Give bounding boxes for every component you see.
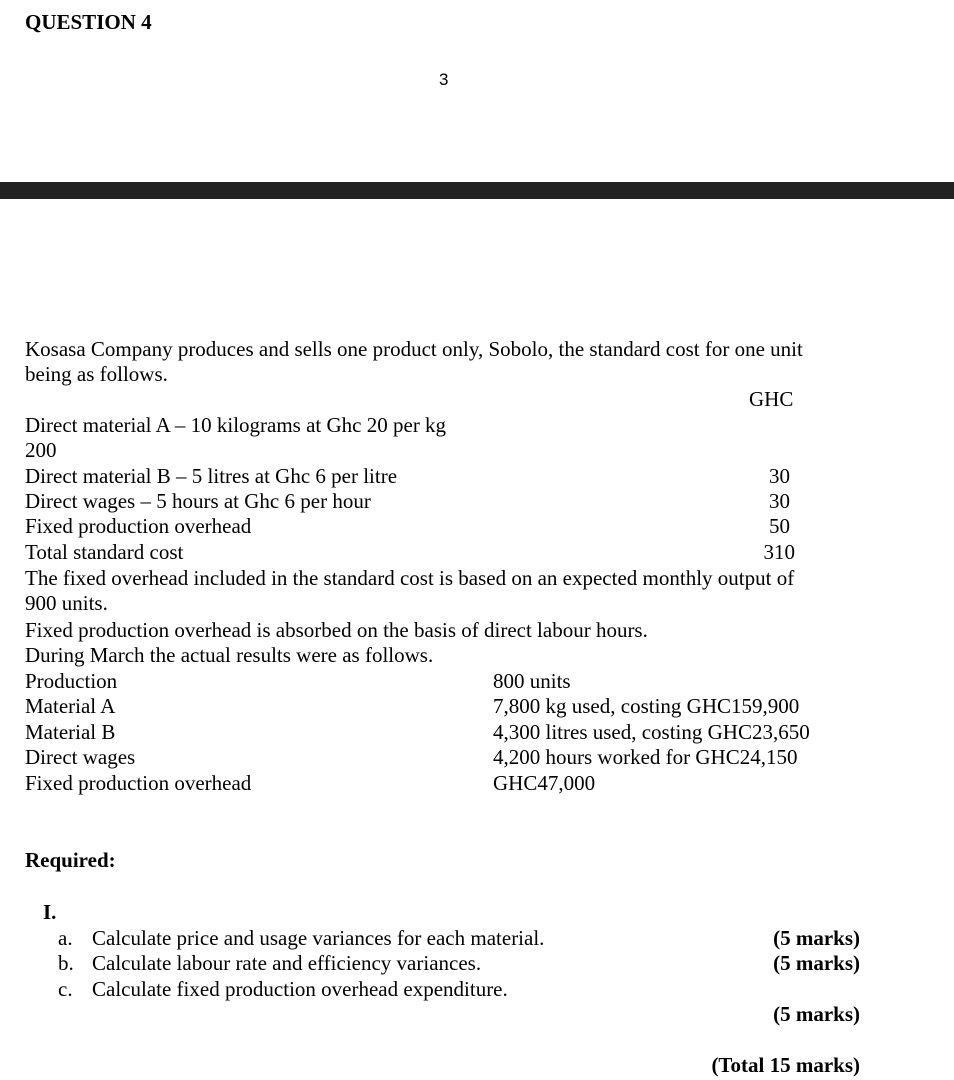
- currency-header: GHC: [749, 387, 794, 411]
- cost-label: Direct material B – 5 litres at Ghc 6 per litre: [25, 464, 398, 488]
- required-heading: Required:: [25, 848, 116, 872]
- task-letter: c.: [58, 977, 73, 1001]
- task-letter: b.: [58, 951, 74, 975]
- intro-line-2: being as follows.: [25, 362, 168, 386]
- intro-line-1: Kosasa Company produces and sells one product only, Sobolo, the standard cost for one unit: [25, 337, 803, 361]
- cost-amount: 310: [763, 540, 795, 564]
- actual-results-intro: During March the actual results were as follows.: [25, 643, 434, 667]
- cost-label: Direct wages – 5 hours at Ghc 6 per hour: [25, 489, 371, 513]
- page-separator-bar: [0, 182, 954, 199]
- task-text: Calculate price and usage variances for each material.: [92, 926, 545, 950]
- actual-label: Direct wages: [25, 745, 136, 769]
- task-text: Calculate labour rate and efficiency variances.: [92, 951, 482, 975]
- actual-label: Material A: [25, 694, 116, 718]
- overhead-note-line-2: 900 units.: [25, 591, 108, 615]
- actual-value: 4,300 litres used, costing GHC23,650: [493, 720, 810, 744]
- cost-amount: 30: [769, 464, 790, 488]
- task-marks: (5 marks): [773, 951, 860, 975]
- cost-amount: 200: [25, 438, 57, 462]
- page-number: 3: [439, 70, 449, 89]
- task-text: Calculate fixed production overhead expenditure.: [92, 977, 508, 1001]
- section-numeral: I.: [43, 900, 57, 924]
- cost-amount: 50: [769, 514, 790, 538]
- actual-value: 4,200 hours worked for GHC24,150: [493, 745, 798, 769]
- actual-value: 7,800 kg used, costing GHC159,900: [493, 694, 800, 718]
- total-marks: (Total 15 marks): [711, 1053, 860, 1077]
- overhead-note-line-1: The fixed overhead included in the standard cost is based on an expected monthly output of: [25, 566, 795, 590]
- cost-label: Total standard cost: [25, 540, 184, 564]
- actual-label: Fixed production overhead: [25, 771, 252, 795]
- cost-label: Direct material A – 10 kilograms at Ghc 20 per kg: [25, 413, 447, 437]
- cost-label: Fixed production overhead: [25, 514, 252, 538]
- cost-amount: 30: [769, 489, 790, 513]
- absorption-note: Fixed production overhead is absorbed on the basis of direct labour hours.: [25, 618, 648, 642]
- task-marks: (5 marks): [773, 1002, 860, 1026]
- actual-label: Production: [25, 669, 118, 693]
- actual-value: 800 units: [493, 669, 571, 693]
- actual-label: Material B: [25, 720, 116, 744]
- task-letter: a.: [58, 926, 73, 950]
- actual-value: GHC47,000: [493, 771, 596, 795]
- task-marks: (5 marks): [773, 926, 860, 950]
- question-title: QUESTION 4: [25, 10, 152, 34]
